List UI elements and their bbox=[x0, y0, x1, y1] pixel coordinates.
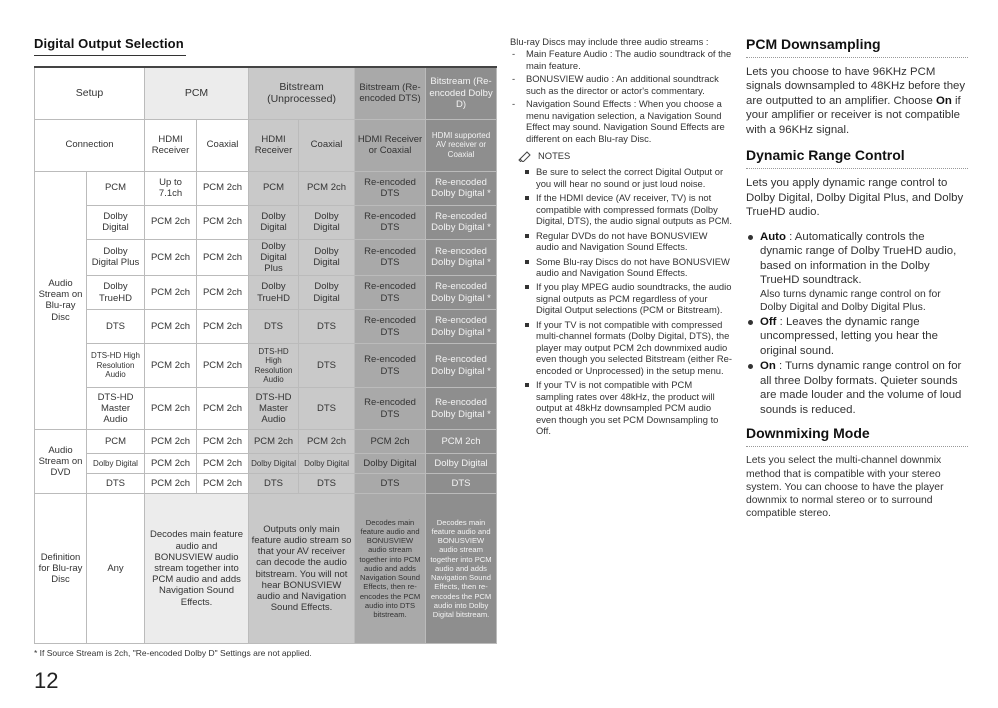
notes-list bbox=[510, 166, 732, 436]
bs-coax-cell: Dolby Digital bbox=[299, 276, 355, 310]
bs-coax-cell: Dolby Digital bbox=[299, 205, 355, 239]
dolby-cell: Re-encoded Dolby Digital * bbox=[426, 276, 497, 310]
bs-coax-cell: DTS bbox=[299, 388, 355, 430]
pcm-coax-cell: PCM 2ch bbox=[197, 239, 249, 276]
definition-bitstream: Outputs only main feature audio stream so that your AV receiver can decode the audio bitstream. You will not hear BONUSVIEW audio and Navigation Sound Effects. bbox=[249, 494, 355, 644]
bs-hdmi-cell: DTS-HD Master Audio bbox=[249, 388, 299, 430]
pcm-hdmi-cell: PCM 2ch bbox=[145, 344, 197, 388]
dvd-group-label: Audio Stream on DVD bbox=[35, 430, 87, 494]
stream-cell: DTS-HD High Resolution Audio bbox=[87, 344, 145, 388]
list-item bbox=[746, 230, 968, 314]
bs-hdmi-cell: Dolby Digital bbox=[249, 205, 299, 239]
bs-coax-cell: PCM 2ch bbox=[299, 430, 355, 454]
bs-hdmi-cell: PCM bbox=[249, 171, 299, 205]
bs-coax-cell: Dolby Digital bbox=[299, 454, 355, 474]
conn-pcm-coaxial: Coaxial bbox=[197, 119, 249, 171]
stream-cell: Dolby Digital bbox=[87, 454, 145, 474]
pcm-coax-cell: PCM 2ch bbox=[197, 310, 249, 344]
table-row bbox=[35, 171, 497, 205]
drc-auto-option: Auto bbox=[760, 230, 786, 243]
drc-options bbox=[746, 230, 968, 417]
definition-any: Any bbox=[87, 494, 145, 644]
stream-cell: PCM bbox=[87, 430, 145, 454]
pcm-downsampling-body bbox=[746, 65, 968, 137]
bs-coax-cell: PCM 2ch bbox=[299, 171, 355, 205]
bs-coax-cell: Dolby Digital bbox=[299, 239, 355, 276]
stream-cell: Dolby Digital bbox=[87, 205, 145, 239]
pcm-hdmi-cell: PCM 2ch bbox=[145, 430, 197, 454]
table-row bbox=[35, 388, 497, 430]
drc-auto-subtext: Also turns dynamic range control on for Dolby Digital and Dolby Digital Plus. bbox=[760, 288, 941, 313]
digital-output-table bbox=[34, 66, 497, 644]
pcm-hdmi-cell: PCM 2ch bbox=[145, 454, 197, 474]
list-item: If the HDMI device (AV receiver, TV) is not compatible with compressed formats (Dolby Digital, DTS), the audio signal outputs as PCM. bbox=[510, 192, 732, 226]
table-row bbox=[35, 474, 497, 494]
stream-cell: DTS bbox=[87, 310, 145, 344]
stream-cell: Dolby Digital Plus bbox=[87, 239, 145, 276]
bd-group-label: Audio Stream on Blu-ray Disc bbox=[35, 171, 87, 430]
drc-off-option: Off bbox=[760, 315, 777, 328]
list-item: If your TV is not compatible with PCM sampling rates over 48kHz, the product will output at 48kHz downsampled PCM audio even though you set PCM Downsampling to Off. bbox=[510, 379, 732, 436]
definition-reencoded-dolby: Decodes main feature audio and BONUSVIEW audio stream together into PCM audio and adds Navigation Sound Effects, then re-encodes the PCM audio into Dolby Digital bitstream. bbox=[426, 494, 497, 644]
table-row bbox=[35, 310, 497, 344]
conn-dts: HDMI Receiver or Coaxial bbox=[355, 119, 426, 171]
audio-streams-lead: Blu-ray Discs may include three audio streams : bbox=[510, 36, 709, 47]
bs-hdmi-cell: DTS bbox=[249, 310, 299, 344]
downmixing-mode-title: Downmixing Mode bbox=[746, 425, 968, 447]
dolby-cell: Dolby Digital bbox=[426, 454, 497, 474]
pcm-hdmi-cell: PCM 2ch bbox=[145, 276, 197, 310]
definition-pcm: Decodes main feature audio and BONUSVIEW audio stream together into PCM audio and adds Navigation Sound Effects. bbox=[145, 494, 249, 644]
list-item: If your TV is not compatible with compressed multi-channel formats (Dolby Digital, DTS), the player may output PCM 2ch downmixed audio even though you selected Bitstream (either Re-encoded or Unprocessed) in the setup menu. bbox=[510, 319, 732, 376]
pcm-hdmi-cell: PCM 2ch bbox=[145, 239, 197, 276]
dolby-cell: Re-encoded Dolby Digital * bbox=[426, 388, 497, 430]
dts-cell: Re-encoded DTS bbox=[355, 239, 426, 276]
pcm-hdmi-cell: PCM 2ch bbox=[145, 474, 197, 494]
list-item: - Main Feature Audio : The audio soundtrack of the main feature. bbox=[510, 48, 732, 71]
dts-cell: PCM 2ch bbox=[355, 430, 426, 454]
dts-cell: Re-encoded DTS bbox=[355, 310, 426, 344]
pcm-coax-cell: PCM 2ch bbox=[197, 171, 249, 205]
list-item bbox=[746, 315, 968, 358]
connection-row bbox=[35, 119, 497, 171]
settings-column bbox=[746, 36, 968, 531]
pcm-coax-cell: PCM 2ch bbox=[197, 276, 249, 310]
definition-label: Definition for Blu-ray Disc bbox=[35, 494, 87, 644]
pcm-coax-cell: PCM 2ch bbox=[197, 388, 249, 430]
table-row bbox=[35, 430, 497, 454]
digital-output-selection-title: Digital Output Selection bbox=[34, 36, 184, 51]
stream-cell: DTS-HD Master Audio bbox=[87, 388, 145, 430]
dts-cell: DTS bbox=[355, 474, 426, 494]
title-underline bbox=[34, 55, 186, 56]
setup-bitstream-reencoded-dts: Bitstream (Re-encoded DTS) bbox=[355, 67, 426, 119]
table-row bbox=[35, 205, 497, 239]
notes-header bbox=[518, 150, 732, 162]
pcm-coax-cell: PCM 2ch bbox=[197, 205, 249, 239]
list-item: Some Blu-ray Discs do not have BONUSVIEW audio and Navigation Sound Effects. bbox=[510, 256, 732, 279]
dts-cell: Dolby Digital bbox=[355, 454, 426, 474]
drc-off-text: : Leaves the dynamic range uncompressed, letting you hear the original sound. bbox=[760, 315, 938, 357]
drc-auto-text: : Automatically controls the dynamic range of Dolby TrueHD audio, based on information in the Dolby TrueHD soundtrack. bbox=[760, 230, 957, 287]
definition-reencoded-dts: Decodes main feature audio and BONUSVIEW audio stream together into PCM audio and adds Navigation Sound Effects, then re-encodes the PCM audio into DTS bitstream. bbox=[355, 494, 426, 644]
bs-hdmi-cell: PCM 2ch bbox=[249, 430, 299, 454]
dts-cell: Re-encoded DTS bbox=[355, 388, 426, 430]
setup-pcm: PCM bbox=[145, 67, 249, 119]
bs-hdmi-cell: Dolby Digital bbox=[249, 454, 299, 474]
dolby-cell: Re-encoded Dolby Digital * bbox=[426, 344, 497, 388]
bs-coax-cell: DTS bbox=[299, 474, 355, 494]
pcm-coax-cell: PCM 2ch bbox=[197, 474, 249, 494]
dolby-cell: Re-encoded Dolby Digital * bbox=[426, 205, 497, 239]
pcm-body-text: Lets you choose to have 96KHz PCM signals downsampled to 48KHz before they are outputted to an amplifier. Choose bbox=[746, 66, 966, 107]
dolby-cell: Re-encoded Dolby Digital * bbox=[426, 239, 497, 276]
bs-coax-cell: DTS bbox=[299, 344, 355, 388]
dts-cell: Re-encoded DTS bbox=[355, 171, 426, 205]
table-row bbox=[35, 454, 497, 474]
drc-on-text: : Turns dynamic range control on for all three Dolby formats. Quieter sounds are made louder and the volume of loud sounds is reduced. bbox=[760, 360, 962, 416]
list-item: Regular DVDs do not have BONUSVIEW audio and Navigation Sound Effects. bbox=[510, 230, 732, 253]
list-item: - Navigation Sound Effects : When you choose a menu navigation selection, a Navigation Sound Effect may sound. Navigation Sound Effects are different on each Blu-ray Disc. bbox=[510, 98, 732, 144]
table-row bbox=[35, 344, 497, 388]
dts-cell: Re-encoded DTS bbox=[355, 276, 426, 310]
dts-cell: Re-encoded DTS bbox=[355, 344, 426, 388]
dolby-cell: Re-encoded Dolby Digital * bbox=[426, 171, 497, 205]
bs-hdmi-cell: Dolby Digital Plus bbox=[249, 239, 299, 276]
setup-row bbox=[35, 67, 497, 119]
list-item: If you play MPEG audio soundtracks, the audio signal outputs as PCM regardless of your Digital Output selections (PCM or Bitstream). bbox=[510, 281, 732, 315]
pcm-coax-cell: PCM 2ch bbox=[197, 344, 249, 388]
table-row bbox=[35, 239, 497, 276]
connection-label: Connection bbox=[35, 119, 145, 171]
list-item bbox=[746, 359, 968, 417]
pcm-hdmi-cell: PCM 2ch bbox=[145, 205, 197, 239]
conn-bs-coaxial: Coaxial bbox=[299, 119, 355, 171]
conn-dolby: HDMI supported AV receiver or Coaxial bbox=[426, 119, 497, 171]
dolby-cell: DTS bbox=[426, 474, 497, 494]
stream-cell: Dolby TrueHD bbox=[87, 276, 145, 310]
conn-pcm-hdmi: HDMI Receiver bbox=[145, 119, 197, 171]
notes-pencil-icon bbox=[518, 150, 532, 162]
drc-body: Lets you apply dynamic range control to Dolby Digital, Dolby Digital Plus, and Dolby TrueHD audio. bbox=[746, 177, 964, 219]
pcm-downsampling-title: PCM Downsampling bbox=[746, 36, 968, 58]
table-footnote: * If Source Stream is 2ch, "Re-encoded Dolby D" Settings are not applied. bbox=[34, 648, 312, 658]
list-item: Be sure to select the correct Digital Output or you will hear no sound or just loud noise. bbox=[510, 166, 732, 189]
bs-hdmi-cell: Dolby TrueHD bbox=[249, 276, 299, 310]
stream-cell: PCM bbox=[87, 171, 145, 205]
dynamic-range-control-title: Dynamic Range Control bbox=[746, 147, 968, 169]
pcm-coax-cell: PCM 2ch bbox=[197, 454, 249, 474]
dts-cell: Re-encoded DTS bbox=[355, 205, 426, 239]
bs-coax-cell: DTS bbox=[299, 310, 355, 344]
pcm-coax-cell: PCM 2ch bbox=[197, 430, 249, 454]
stream-cell: DTS bbox=[87, 474, 145, 494]
pcm-on-option: On bbox=[935, 94, 952, 107]
conn-bs-hdmi: HDMI Receiver bbox=[249, 119, 299, 171]
dolby-cell: Re-encoded Dolby Digital * bbox=[426, 310, 497, 344]
bs-hdmi-cell: DTS-HD High Resolution Audio bbox=[249, 344, 299, 388]
setup-label: Setup bbox=[35, 67, 145, 119]
bs-hdmi-cell: DTS bbox=[249, 474, 299, 494]
setup-bitstream-reencoded-dolby: Bitstream (Re-encoded Dolby D) bbox=[426, 67, 497, 119]
pcm-hdmi-cell: Up to 7.1ch bbox=[145, 171, 197, 205]
notes-label: NOTES bbox=[538, 150, 571, 162]
audio-streams-column bbox=[510, 36, 732, 440]
pcm-hdmi-cell: PCM 2ch bbox=[145, 310, 197, 344]
downmixing-body: Lets you select the multi-channel downmix method that is compatible with your stereo system. You can choose to have the player downmix to normal stereo or to surround compatible stereo. bbox=[746, 455, 944, 520]
definition-row bbox=[35, 494, 497, 644]
list-item: - BONUSVIEW audio : An additional soundtrack such as the director or actor's commentary. bbox=[510, 73, 732, 96]
pcm-body-text: if your amplifier or receiver is not compatible with a 96KHz signal. bbox=[746, 94, 961, 136]
table-row bbox=[35, 276, 497, 310]
dolby-cell: PCM 2ch bbox=[426, 430, 497, 454]
setup-bitstream-unprocessed: Bitstream (Unprocessed) bbox=[249, 67, 355, 119]
audio-streams-list bbox=[510, 48, 732, 144]
pcm-hdmi-cell: PCM 2ch bbox=[145, 388, 197, 430]
page-number: 12 bbox=[34, 668, 59, 693]
drc-on-option: On bbox=[760, 360, 776, 373]
